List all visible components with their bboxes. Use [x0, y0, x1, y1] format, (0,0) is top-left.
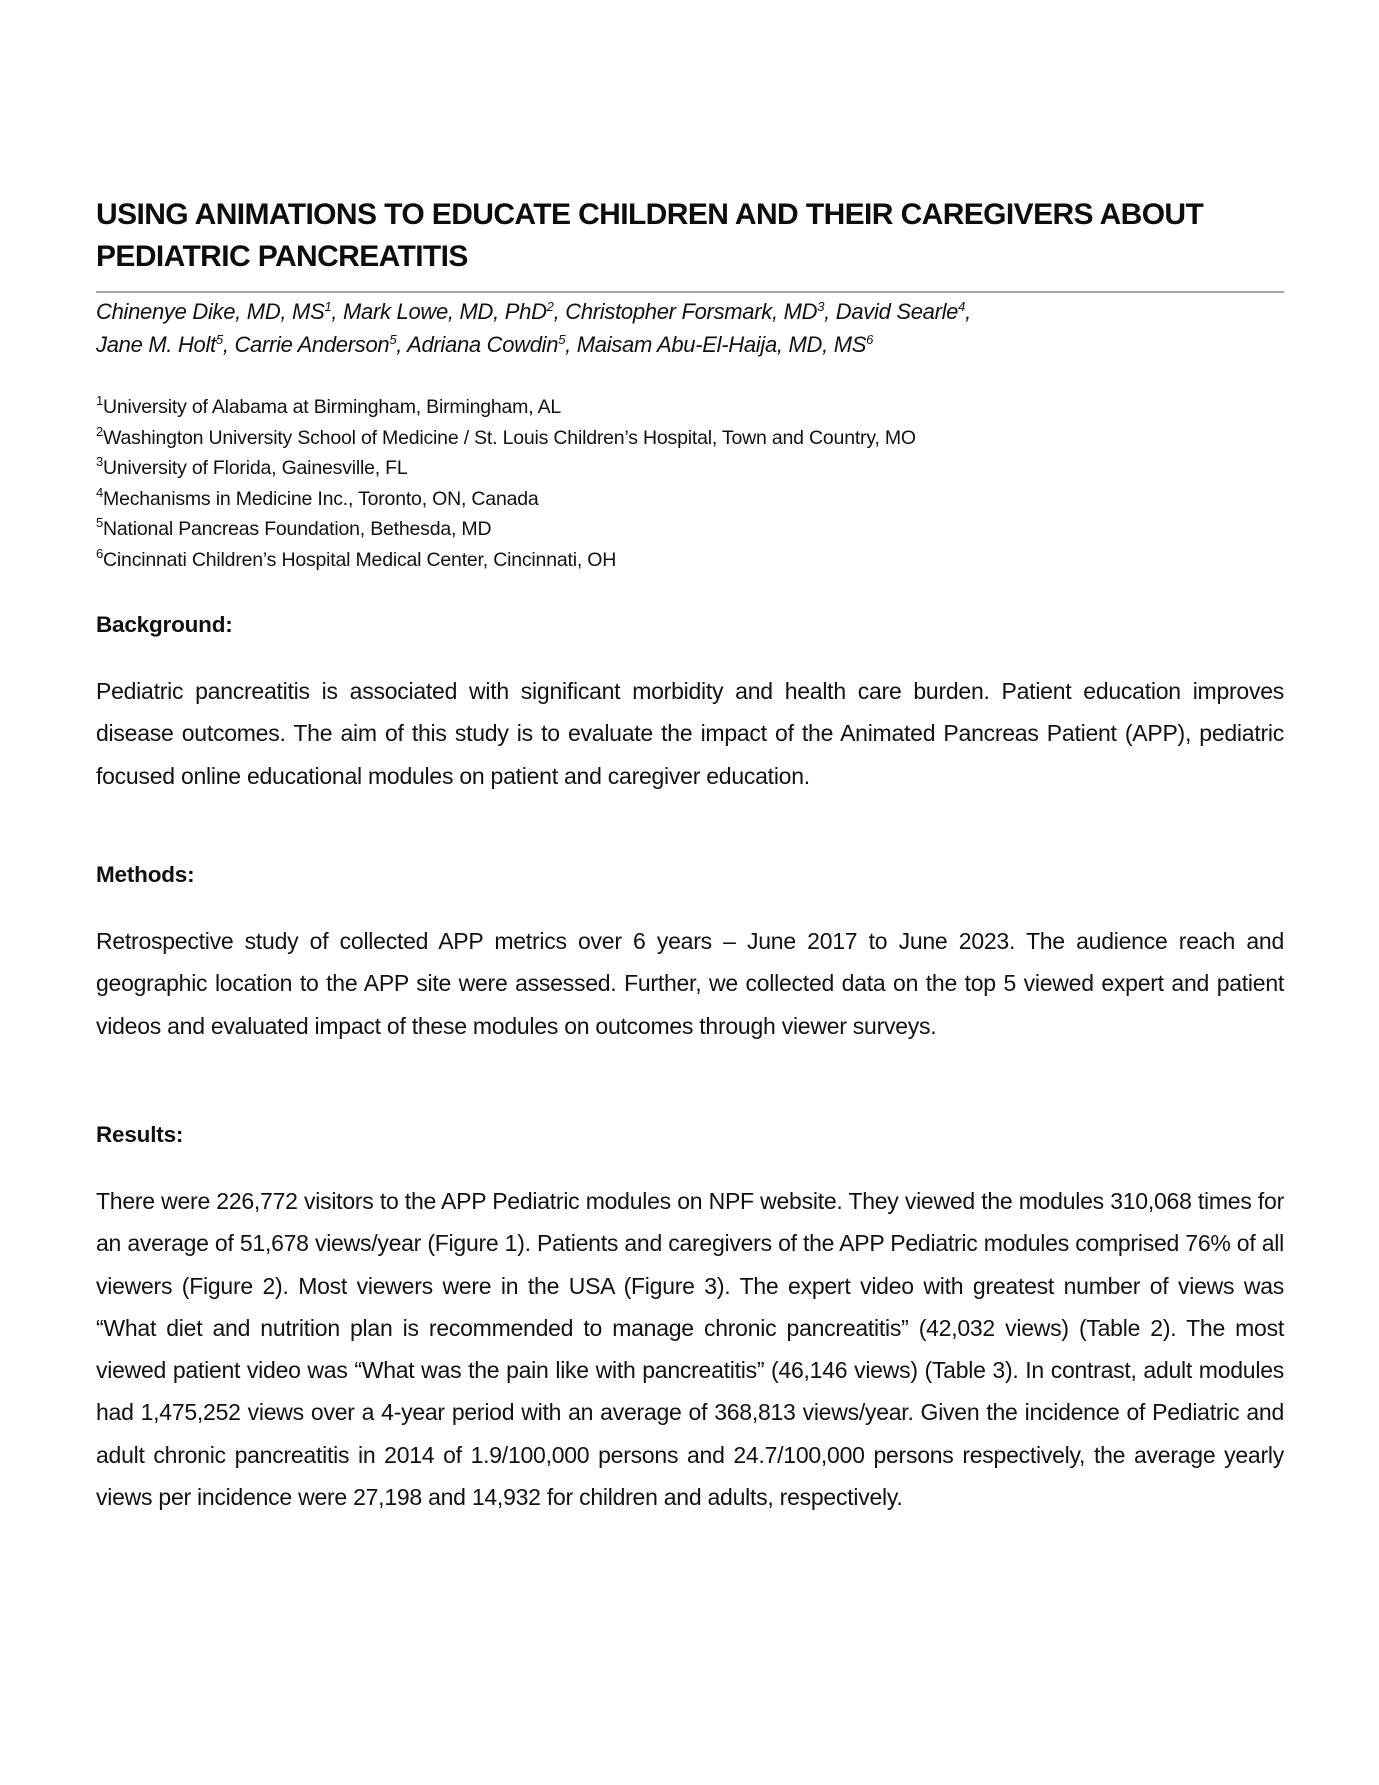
- affiliation: $^1$University of Alabama at Birmingham, Birmingham, AL: [96, 393, 562, 418]
- section-heading-results: Results:: [96, 1122, 184, 1147]
- section-body-background: Pediatric pancreatitis is associated with significant morbidity and health care burden. Patient education improves disease outcomes. The aim of this study is to evaluate the impact of the Animated Pancreas Patient (APP), pediatric focused online educational modules on patient and caregiver education.: [96, 678, 1284, 789]
- affiliation: $^5$National Pancreas Foundation, Bethesda, MD: [96, 515, 492, 540]
- section-body-results: There were 226,772 visitors to the APP Pediatric modules on NPF website. They viewed the modules 310,068 times for an average of 51,678 views/year (Figure 1). Patients and caregivers of the APP Pediatric modules comprised 76% of all viewers (Figure 2). Most viewers were in the USA (Figure 3). The expert video with greatest number of views was “What diet and nutrition plan is recommended to manage chronic pancreatitis” (42,032 views) (Table 2). The most viewed patient video was “What was the pain like with pancreatitis” (46,146 views) (Table 3). In contrast, adult modules had 1,475,252 views over a 4-year period with an average of 368,813 views/year. Given the incidence of Pediatric and adult chronic pancreatitis in 2014 of 1.9/100,000 persons and 24.7/100,000 persons respectively, the average yearly views per incidence were 27,198 and 14,932 for children and adults, respectively.: [96, 1188, 1284, 1511]
- affiliation: $^2$Washington University School of Medicine / St. Louis Children’s Hospital, Town and Country, MO: [96, 423, 916, 449]
- affiliation-marker: 5: [215, 332, 223, 347]
- affiliation-marker: 5: [558, 332, 566, 347]
- author: Adriana Cowdin$^5$,: [407, 332, 577, 357]
- author: Chinenye Dike, MD, $MS^1$,: [96, 299, 344, 324]
- background-section: [96, 610, 1284, 797]
- author: Christopher Forsmark, $MD^3$,: [565, 299, 836, 324]
- methods-section: [96, 860, 1284, 1047]
- section-heading-background: Background:: [96, 612, 233, 637]
- affiliation-marker: 6: [866, 332, 874, 347]
- affiliation-marker: 2: [546, 299, 554, 314]
- affiliation: $^3$University of Florida, Gainesville, FL: [96, 454, 408, 479]
- title-divider: [96, 291, 1284, 293]
- section-heading-methods: Methods:: [96, 862, 195, 887]
- author: Mark Lowe, MD, PhD$^2$,: [343, 299, 566, 324]
- author: David Searle$^4$,: [835, 299, 971, 324]
- author: Maisam Abu-El-Haija, MD, $MS^6$: [576, 332, 874, 357]
- section-body-methods: Retrospective study of collected APP metrics over 6 years – June 2017 to June 2023. The audience reach and geographic location to the APP site were assessed. Further, we collected data on the top 5 viewed expert and patient videos and evaluated impact of these modules on outcomes through viewer surveys.: [96, 928, 1284, 1039]
- document-title: USING ANIMATIONS TO EDUCATE CHILDREN AND THEIR CAREGIVERS ABOUT PEDIATRIC PANCREATITIS: [96, 198, 1204, 273]
- author: Jane M. Holt$^5$,: [96, 332, 235, 357]
- affiliation-marker: 3: [817, 299, 825, 314]
- author: Carrie Anderson$^5$,: [234, 332, 408, 357]
- author-list: [96, 295, 1284, 361]
- affiliation-marker: 5: [389, 332, 397, 347]
- affiliation: $^4$Mechanisms in Medicine Inc., Toronto, ON, Canada: [96, 484, 539, 510]
- affiliation: $^6$Cincinnati Children’s Hospital Medical Center, Cincinnati, OH: [96, 545, 617, 571]
- affiliation-list: [96, 392, 1284, 575]
- affiliation-marker: 4: [958, 299, 966, 314]
- results-section: [96, 1120, 1284, 1518]
- affiliation-marker: 1: [324, 299, 332, 314]
